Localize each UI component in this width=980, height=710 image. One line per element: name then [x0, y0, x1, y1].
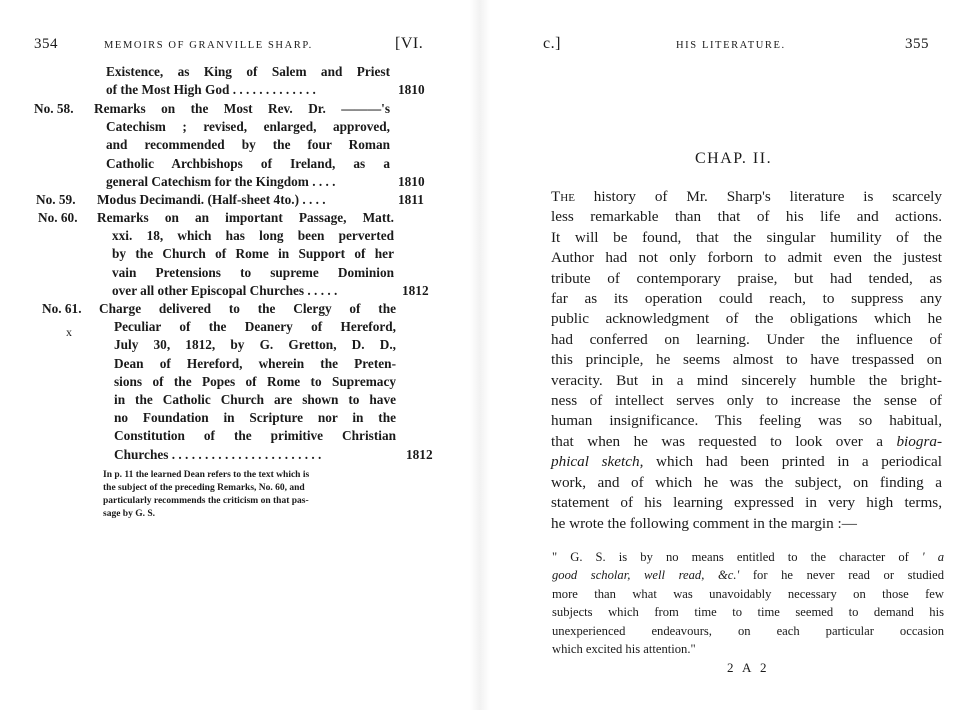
entry-year: 1812 — [402, 282, 429, 298]
entry-line: vain Pretensions to supreme Dominion — [112, 264, 394, 280]
italic-phrase: phical sketch, — [551, 453, 644, 471]
page-gutter — [470, 0, 490, 710]
entry-year: 1810 — [398, 82, 425, 98]
entry-line: by the Church of Rome in Support of her — [112, 246, 394, 262]
entry-year: 1811 — [398, 192, 424, 207]
entry-line: Churches . . . . . . . . . . . . . . . . . . . . . . . — [114, 446, 322, 462]
paragraph-line: Author had not only forborn to admit even the justest — [551, 249, 942, 267]
entry-line: Existence, as King of Salem and Priest — [106, 64, 390, 79]
italic-phrase: ' a — [908, 550, 944, 564]
entry-line: Modus Decimandi. (Half-sheet 4to.) . . . . — [97, 192, 326, 207]
paragraph-line: less remarkable than that of his life and actions. — [551, 208, 942, 226]
paragraph-line: history of Mr. Sharp's literature is scarcely — [574, 188, 942, 205]
paragraph-line: veracity. But in a mind sincerely humble the bright- — [551, 371, 942, 389]
paragraph-line: he wrote the following comment in the margin :— — [551, 514, 857, 532]
right-page — [490, 0, 980, 710]
entry-line: Constitution of the primitive Christian — [114, 428, 396, 444]
quote-line: for he never read or studied — [739, 568, 945, 583]
entry-line: Remarks on the Most Rev. Dr. ———'s — [94, 101, 390, 116]
entry-line: July 30, 1812, by G. Gretton, D. D., — [114, 337, 396, 353]
chapter-mark-left: [VI. — [395, 35, 424, 52]
entry-line: Catechism ; revised, enlarged, approved, — [106, 119, 390, 135]
entry-year: 1810 — [398, 173, 425, 189]
paragraph-line: It will be found, that the singular humility of the — [551, 228, 942, 246]
paragraph-line: that when he was requested to look over a — [551, 432, 883, 450]
italic-phrase: biogra- — [882, 432, 942, 450]
entry-line: sions of the Popes of Rome to Supremacy — [114, 373, 396, 389]
entry-line: xxi. 18, which has long been perverted — [112, 228, 394, 244]
quote-line: subjects which from time to time seemed to demand his — [552, 605, 944, 620]
entry-line: and recommended by the four Roman — [106, 137, 390, 153]
paragraph-line: statement of his learning expressed in very high terms, — [551, 494, 942, 512]
entry-line: in the Catholic Church are shown to have — [114, 392, 396, 407]
footnote-line: In p. 11 the learned Dean refers to the text which is — [103, 470, 310, 480]
entry-line: Charge delivered to the Clergy of the — [99, 301, 396, 316]
block-quote — [552, 548, 944, 658]
paragraph-line: this principle, he seems almost to have trespassed on — [551, 351, 942, 369]
entry-line: Remarks on an important Passage, Matt. — [97, 210, 394, 225]
entry-number: No. 61. — [42, 301, 82, 316]
page-number-right: 355 — [905, 36, 929, 52]
margin-mark: x — [66, 325, 72, 339]
entry-number: No. 60. — [38, 210, 78, 225]
quote-line: which excited his attention." — [552, 642, 696, 657]
chapter-heading: CHAP. II. — [695, 150, 773, 167]
footnote — [103, 469, 403, 521]
entry-number: No. 58. — [34, 101, 74, 116]
paragraph-line: human insignificance. This feeling was so habitual, — [551, 412, 942, 430]
entry-line: general Catechism for the Kingdom . . . . — [106, 173, 336, 189]
paragraph-line: public acknowledgment of the obligations which he — [551, 310, 942, 328]
entry-number: No. 59. — [36, 192, 76, 207]
paragraph-line: ness of intellect serves only to increase the sense of — [551, 392, 942, 410]
paragraph-line: tribute of contemporary praise, but had tended, as — [551, 269, 942, 287]
entry-line: of the Most High God . . . . . . . . . . . . . — [106, 82, 316, 98]
entry-line: over all other Episcopal Churches . . . . . — [112, 282, 338, 298]
body-paragraph — [551, 187, 942, 534]
paragraph-line: far as its operation could reach, to suppress any — [551, 290, 942, 308]
signature-mark: 2 A 2 — [727, 660, 770, 675]
quote-line: " G. S. is by no means entitled to the character of — [552, 550, 909, 564]
footnote-line: the subject of the preceding Remarks, No. 60, and — [103, 483, 305, 493]
paragraph-line: had conferred on learning. Under the influence of — [551, 330, 942, 348]
entry-line: Peculiar of the Deanery of Hereford, — [114, 319, 396, 335]
italic-phrase: good scholar, well read, &c.' — [552, 568, 740, 583]
paragraph-line: work, and of which he was the subject, on finding a — [551, 473, 942, 491]
drop-word: The — [551, 188, 575, 205]
footnote-line: particularly recommends the criticism on that pas- — [103, 496, 309, 506]
entry-line: no Foundation in Scripture nor in the — [114, 410, 396, 426]
entry-year: 1812 — [406, 446, 433, 462]
paragraph-line: which had been printed in a periodical — [643, 453, 942, 471]
quote-line: unexperienced endeavours, on each particular occasion — [552, 623, 944, 638]
left-page — [0, 0, 470, 710]
chapter-mark-right: c.] — [543, 35, 561, 52]
entry-line: Catholic Archbishops of Ireland, as a — [106, 155, 390, 171]
footnote-line: sage by G. S. — [103, 509, 155, 519]
running-title-left: MEMOIRS OF GRANVILLE SHARP. — [104, 40, 313, 51]
entry-line: Dean of Hereford, wherein the Preten- — [114, 355, 396, 371]
page-number-left: 354 — [34, 36, 58, 52]
running-title-right: HIS LITERATURE. — [676, 40, 786, 51]
quote-line: more than what was unavoidably necessary on those few — [552, 586, 944, 601]
